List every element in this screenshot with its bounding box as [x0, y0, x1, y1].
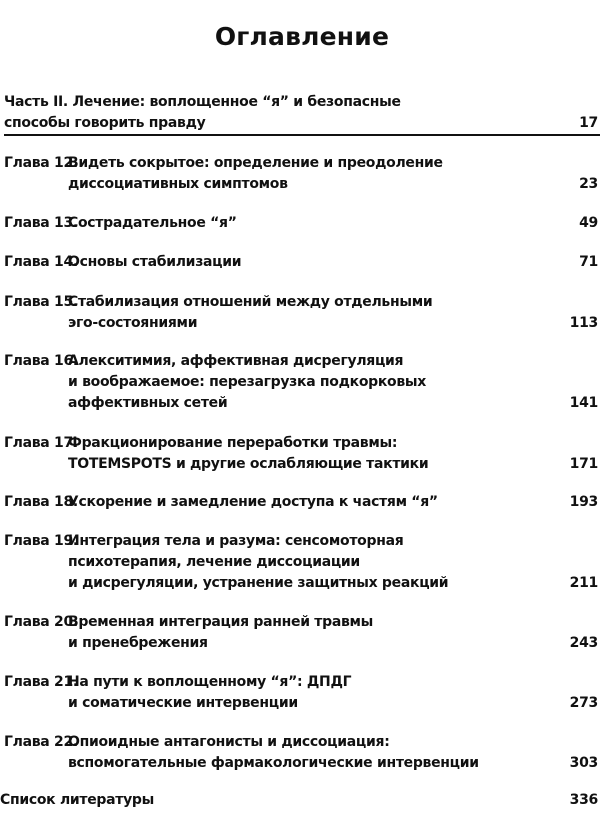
entry-line: [4, 693, 600, 714]
entry-page-number: 113: [569, 315, 598, 331]
entry-line: [4, 393, 600, 414]
entry-page-number: 17: [579, 115, 598, 131]
chapter-label: Глава 22.: [4, 734, 78, 750]
toc-entry-chapter-21: [4, 672, 600, 714]
entry-line: [4, 113, 600, 134]
entry-page-number: 273: [569, 695, 598, 711]
entry-line: [4, 552, 600, 573]
chapter-label: Глава 17.: [4, 435, 78, 451]
entry-title-line: и дисрегуляции, устранение защитных реакций: [68, 575, 449, 591]
entry-title-line: Опиоидные антагонисты и диссоциация:: [68, 734, 390, 750]
entry-title-line: Основы стабилизации: [68, 254, 242, 270]
chapter-label: Глава 18.: [4, 494, 78, 510]
entry-line: [4, 153, 600, 174]
entry-line: [4, 372, 600, 393]
entry-page-number: 171: [569, 456, 598, 472]
chapter-label: Глава 14.: [4, 254, 78, 270]
entry-title-line: TOTEMSPOTS и другие ослабляющие тактики: [68, 456, 429, 472]
toc-entry-chapter-18: [4, 492, 600, 513]
entry-line: [4, 454, 600, 475]
entry-line: [4, 753, 600, 774]
entry-page-number: 211: [569, 575, 598, 591]
entry-page-number: 243: [569, 635, 598, 651]
toc-entry-chapter-15: [4, 292, 600, 334]
entry-title-line: Видеть сокрытое: определение и преодоление: [68, 155, 443, 171]
entry-title-line: Интеграция тела и разума: сенсомоторная: [68, 533, 404, 549]
entry-title-line: Часть II. Лечение: воплощенное “я” и безопасные: [4, 94, 401, 110]
entry-line: [4, 351, 600, 372]
entry-line: [4, 492, 600, 513]
toc-entry-chapter-17: [4, 433, 600, 475]
page-title: Оглавление: [214, 22, 390, 51]
toc-entry-chapter-14: [4, 252, 600, 273]
entry-title-line: вспомогательные фармакологические интервенции: [68, 755, 479, 771]
chapter-label: Глава 15.: [4, 294, 78, 310]
toc-entry-part-2: [4, 92, 600, 134]
chapter-label: Глава 21.: [4, 674, 78, 690]
entry-title-line: способы говорить правду: [4, 115, 206, 131]
entry-title-line: На пути к воплощенному “я”: ДПДГ: [68, 674, 352, 690]
entry-line: [4, 433, 600, 454]
toc-entry-chapter-19: [4, 531, 600, 594]
entry-title-line: Стабилизация отношений между отдельными: [68, 294, 433, 310]
entry-title-line: аффективных сетей: [68, 395, 228, 411]
entry-title-line: и соматические интервенции: [68, 695, 298, 711]
entry-line: [4, 174, 600, 195]
entry-page-number: 23: [579, 176, 598, 192]
entry-title-line: Алекситимия, аффективная дисрегуляция: [68, 353, 404, 369]
entry-line: [4, 573, 600, 594]
entry-title-line: и пренебрежения: [68, 635, 208, 651]
chapter-label: Глава 19.: [4, 533, 78, 549]
toc-entry-bibliography: [0, 790, 600, 811]
entry-title-line: Временная интеграция ранней травмы: [68, 614, 374, 630]
chapter-label: Глава 16.: [4, 353, 78, 369]
toc-entry-chapter-13: [4, 213, 600, 234]
entry-title-line: Фракционирование переработки травмы:: [68, 435, 398, 451]
entry-page-number: 193: [569, 494, 598, 510]
entry-title-line: диссоциативных симптомов: [68, 176, 288, 192]
entry-line: [4, 633, 600, 654]
entry-line: [4, 92, 600, 113]
toc-entry-chapter-20: [4, 612, 600, 654]
toc-entry-chapter-12: [4, 153, 600, 195]
entry-title-line: эго-состояниями: [68, 315, 198, 331]
entry-title-line: и воображаемое: перезагрузка подкорковых: [68, 374, 427, 390]
entry-line: [4, 213, 600, 234]
entry-title-line: Ускорение и замедление доступа к частям “я”: [68, 494, 438, 510]
bibliography-label: Список литературы: [0, 792, 155, 808]
entry-page-number: 336: [569, 792, 598, 808]
chapter-label: Глава 13.: [4, 215, 78, 231]
entry-line: [4, 313, 600, 334]
entry-page-number: 303: [569, 755, 598, 771]
entry-line: [4, 292, 600, 313]
entry-page-number: 141: [569, 395, 598, 411]
entry-line: [4, 612, 600, 633]
chapter-label: Глава 12.: [4, 155, 78, 171]
divider-rule: [4, 134, 600, 136]
entry-title-line: Сострадательное “я”: [68, 215, 237, 231]
entry-line: [4, 252, 600, 273]
entry-page-number: 71: [579, 254, 598, 270]
entry-line: [4, 672, 600, 693]
chapter-label: Глава 20.: [4, 614, 78, 630]
entry-page-number: 49: [579, 215, 598, 231]
entry-line: [4, 732, 600, 753]
toc-entry-chapter-16: [4, 351, 600, 414]
toc-entry-chapter-22: [4, 732, 600, 774]
entry-title-line: психотерапия, лечение диссоциации: [68, 554, 360, 570]
entry-line: [4, 531, 600, 552]
